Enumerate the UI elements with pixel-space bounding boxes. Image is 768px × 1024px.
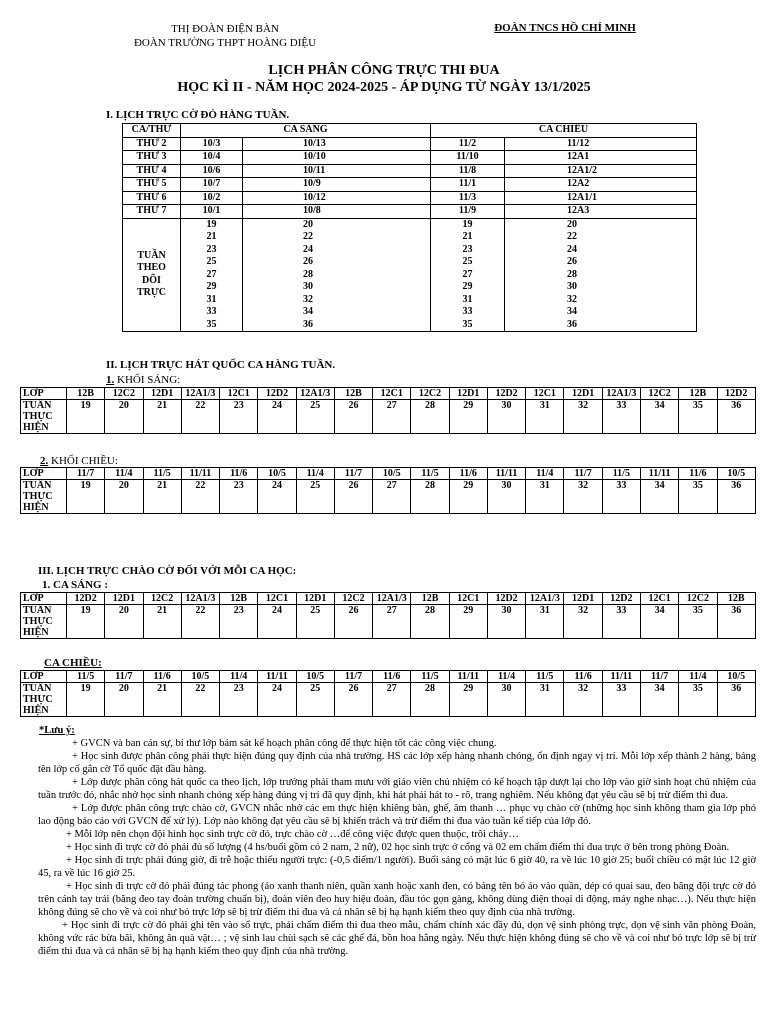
afternoon-class-2: 12A1/2 (505, 164, 697, 178)
week-cell: 33 (602, 605, 640, 639)
week-cell: 28 (411, 480, 449, 514)
afternoon-block-num: 2. (40, 455, 49, 467)
note-item: + Lớp được phân công trực chào cờ, GVCN nhắc nhở các em thực hiện khiêng bàn, ghế, âm thanh … phục vụ chào cờ (những học sinh không tham gia lớp phó lao động báo cáo với GVCN để xử lý). Lớp nào không đạt yêu cầu sẽ bị khiển trách và trừ điểm thi đua vào tuần kế tiếp của lớp đó. (38, 803, 756, 827)
class-cell: 12B (679, 388, 717, 400)
col-afternoon-header: CA CHIỀU (431, 124, 697, 138)
week-cell: 20 (105, 605, 143, 639)
col-morning-header: CA SÁNG (181, 124, 431, 138)
class-cell: 11/6 (373, 671, 411, 683)
morning-class-1: 10/4 (181, 151, 243, 165)
class-cell: 12C2 (105, 388, 143, 400)
week-number: 29 (206, 281, 217, 292)
table-header-row (123, 124, 697, 138)
week-row-label (21, 480, 67, 514)
week-row-label (21, 400, 67, 434)
class-cell: 11/4 (296, 468, 334, 480)
class-cell: 11/7 (334, 468, 372, 480)
class-cell: 12B (334, 388, 372, 400)
morning-class-2: 10/10 (243, 151, 431, 165)
week-row-label-line: THỰC (23, 491, 53, 502)
class-row (21, 468, 756, 480)
week-row-label-line: THỰC (23, 616, 53, 627)
week-row-label-line: THỰC (23, 411, 53, 422)
week-cell: 36 (717, 605, 755, 639)
class-cell: 12D1 (143, 388, 181, 400)
class-row-label: LỚP (21, 593, 67, 605)
afternoon-class-1: 11/10 (431, 151, 505, 165)
morning-class-1: 10/6 (181, 164, 243, 178)
table-row (123, 137, 697, 151)
class-cell: 11/11 (487, 468, 525, 480)
table-row (123, 191, 697, 205)
week-cell: 22 (181, 605, 219, 639)
class-cell: 11/7 (105, 671, 143, 683)
weeks-morning-col-1 (181, 218, 243, 332)
flag-afternoon-table (20, 670, 756, 717)
week-cell: 35 (679, 400, 717, 434)
class-cell: 12D1 (296, 593, 334, 605)
class-cell: 12A1/3 (526, 593, 564, 605)
class-cell: 12C1 (640, 593, 678, 605)
section-3-heading: III. LỊCH TRỰC CHÀO CỜ ĐỐI VỚI MỖI CA HỌC: (38, 565, 297, 577)
note-item: + Học sinh đi trực cờ đỏ phải đủ số lượng (4 hs/buổi gồm có 2 nam, 2 nữ), 02 học sinh trực ở cổng và 02 em chấm điểm thi đua trực ở bên trong phòng Đoàn. (66, 842, 730, 853)
week-number: 33 (206, 306, 217, 317)
week-number: 34 (567, 306, 577, 317)
week-cell: 25 (296, 605, 334, 639)
class-cell: 12B (717, 593, 755, 605)
week-cell: 21 (143, 400, 181, 434)
week-cell: 32 (564, 400, 602, 434)
class-cell: 11/4 (487, 671, 525, 683)
notes-heading: *Lưu ý: (39, 725, 75, 736)
section-2-heading: II. LỊCH TRỰC HÁT QUỐC CA HÀNG TUẦN. (106, 359, 336, 371)
class-cell: 12D1 (564, 388, 602, 400)
class-cell: 10/5 (717, 468, 755, 480)
class-cell: 12C1 (220, 388, 258, 400)
week-number: 30 (567, 281, 577, 292)
week-cell: 22 (181, 480, 219, 514)
week-number: 24 (567, 243, 577, 255)
week-number: 35 (462, 318, 473, 330)
morning-block-label (106, 374, 180, 386)
class-cell: 10/5 (373, 468, 411, 480)
class-cell: 12C1 (526, 388, 564, 400)
week-row (21, 683, 756, 717)
week-number: 22 (567, 231, 577, 242)
class-cell: 12D2 (602, 593, 640, 605)
afternoon-class-2: 12A3 (505, 205, 697, 219)
class-cell: 10/5 (258, 468, 296, 480)
week-cell: 27 (373, 400, 411, 434)
week-cell: 25 (296, 400, 334, 434)
class-cell: 12A1/3 (373, 593, 411, 605)
week-cell: 20 (105, 683, 143, 717)
week-cell: 20 (105, 480, 143, 514)
week-number: 19 (206, 218, 217, 230)
class-cell: 12A1/3 (181, 388, 219, 400)
week-cell: 35 (679, 480, 717, 514)
morning-class-1: 10/3 (181, 137, 243, 151)
note-item: + Học sinh được phân công phải thực hiện đúng quy định của nhà trường. HS các lớp xếp hàng nhanh chóng, ổn định ngay vị trí. Mỗi lớp xếp thành 2 hàng, bảng tên lớp cố gắn cờ Tổ quốc đặt đầu hàng. (38, 751, 756, 775)
week-number: 25 (462, 256, 473, 267)
org-line-1: THỊ ĐOÀN ĐIỆN BÀN (171, 23, 279, 35)
class-cell: 12C1 (449, 593, 487, 605)
week-row-label (21, 605, 67, 639)
week-cell: 30 (487, 480, 525, 514)
class-cell: 12C2 (411, 388, 449, 400)
week-cell: 31 (526, 480, 564, 514)
week-cell: 29 (449, 605, 487, 639)
week-number: 21 (206, 231, 217, 242)
week-cell: 25 (296, 480, 334, 514)
weeks-afternoon-col-2 (505, 218, 697, 332)
week-number: 30 (303, 281, 313, 292)
class-cell: 11/11 (602, 671, 640, 683)
class-cell: 11/4 (105, 468, 143, 480)
week-number: 21 (462, 231, 473, 242)
class-cell: 11/5 (411, 468, 449, 480)
note-item: + Học sinh đi trực cờ đỏ phải ghi tên vào sổ trực, phải chấm điểm thi đua theo mẫu, chấm chính xác đầy đủ, dọn vệ sinh phòng trực, dọn vệ sinh văn phòng Đoàn, không vức rác bừa bãi, không ăn quà vặt… ; vệ sinh lau chùi sạch sẽ các ghế đá, bồn hoa hằng ngày. Nếu thực hiện không đúng sẽ cho về và coi như bỏ trực lớp sẽ bị trừ điểm thi đua và cá nhân sẽ bị hạ hạnh kiểm theo quy định của nhà trường. (38, 920, 756, 957)
week-cell: 29 (449, 400, 487, 434)
class-cell: 12A1/3 (602, 388, 640, 400)
class-cell: 11/11 (449, 671, 487, 683)
afternoon-block-label (40, 455, 118, 467)
week-cell: 22 (181, 683, 219, 717)
day-cell: THỨ 2 (123, 137, 181, 151)
week-cell: 27 (373, 683, 411, 717)
week-cell: 27 (373, 605, 411, 639)
week-cell: 30 (487, 683, 525, 717)
class-cell: 12C2 (334, 593, 372, 605)
week-number: 32 (303, 293, 313, 305)
note-item: + Lớp được phân công hát quốc ca theo lịch, lớp trưởng phải tham mưu với giáo viên chủ nhiệm có kế hoạch tập dượt lại cho lớp vào giờ sinh hoạt chủ nhiệm của tuần trước đó, nhắc nhở học sinh nhanh chóng xếp hàng đúng vị trí đã quy định, khi hát phải hát to - rõ, trang nghiêm. Nếu không đạt yêu cầu sẽ bị trừ điểm thi đua. (38, 777, 756, 801)
week-cell: 24 (258, 605, 296, 639)
week-cell: 27 (373, 480, 411, 514)
class-cell: 11/4 (526, 468, 564, 480)
afternoon-class-1: 11/2 (431, 137, 505, 151)
week-cell: 19 (67, 605, 105, 639)
week-cell: 23 (220, 480, 258, 514)
week-cell: 34 (640, 683, 678, 717)
week-cell: 33 (602, 683, 640, 717)
week-cell: 21 (143, 683, 181, 717)
class-row (21, 671, 756, 683)
class-cell: 11/7 (640, 671, 678, 683)
week-cell: 24 (258, 400, 296, 434)
week-cell: 34 (640, 480, 678, 514)
week-cell: 23 (220, 400, 258, 434)
weeks-label-line: TRỰC (136, 287, 167, 299)
class-cell: 11/5 (143, 468, 181, 480)
week-cell: 36 (717, 683, 755, 717)
class-cell: 12A1/3 (296, 388, 334, 400)
class-cell: 12D2 (258, 388, 296, 400)
week-row-label (21, 683, 67, 717)
class-cell: 11/11 (181, 468, 219, 480)
week-number: 32 (567, 293, 577, 305)
class-cell: 12C2 (143, 593, 181, 605)
week-cell: 24 (258, 480, 296, 514)
class-cell: 10/5 (717, 671, 755, 683)
week-number: 23 (206, 243, 217, 255)
week-cell: 23 (220, 683, 258, 717)
morning-class-1: 10/1 (181, 205, 243, 219)
class-cell: 11/6 (220, 468, 258, 480)
week-row-label-line: TUẦN (23, 683, 52, 694)
week-cell: 19 (67, 683, 105, 717)
table-row (123, 151, 697, 165)
week-cell: 28 (411, 683, 449, 717)
week-cell: 35 (679, 683, 717, 717)
week-row-label-line: HIỆN (23, 627, 49, 638)
document-subtitle: HỌC KÌ II - NĂM HỌC 2024-2025 - ÁP DỤNG TỪ NGÀY 13/1/2025 (177, 80, 591, 95)
week-row-label-line: TUẦN (23, 400, 52, 411)
afternoon-class-1: 11/1 (431, 178, 505, 192)
week-cell: 31 (526, 400, 564, 434)
week-number: 28 (303, 268, 313, 280)
day-cell: THỨ 3 (123, 151, 181, 165)
class-cell: 11/7 (67, 468, 105, 480)
week-cell: 33 (602, 400, 640, 434)
week-cell: 24 (258, 683, 296, 717)
weeks-label-cell (123, 218, 181, 332)
class-cell: 12D2 (717, 388, 755, 400)
class-cell: 10/5 (181, 671, 219, 683)
afternoon-class-2: 12A1 (505, 151, 697, 165)
class-cell: 11/5 (602, 468, 640, 480)
class-cell: 12A1/3 (181, 593, 219, 605)
week-number: 20 (303, 218, 313, 230)
week-cell: 31 (526, 605, 564, 639)
afternoon-class-1: 11/3 (431, 191, 505, 205)
class-cell: 11/5 (411, 671, 449, 683)
weeks-afternoon-col-1 (431, 218, 505, 332)
table-row (123, 178, 697, 192)
week-cell: 32 (564, 683, 602, 717)
week-cell: 22 (181, 400, 219, 434)
class-cell: 12B (411, 593, 449, 605)
week-number: 22 (303, 231, 313, 242)
anthem-afternoon-table (20, 467, 756, 514)
week-number: 34 (303, 306, 313, 317)
afternoon-block-text: KHỐI CHIỀU: (48, 455, 118, 467)
class-cell: 11/11 (640, 468, 678, 480)
week-cell: 21 (143, 605, 181, 639)
week-row (21, 400, 756, 434)
class-cell: 11/6 (143, 671, 181, 683)
week-cell: 35 (679, 605, 717, 639)
day-cell: THỨ 7 (123, 205, 181, 219)
week-cell: 20 (105, 400, 143, 434)
week-cell: 29 (449, 683, 487, 717)
week-cell: 34 (640, 400, 678, 434)
morning-class-2: 10/8 (243, 205, 431, 219)
note-item: + Mỗi lớp nên chọn đội hình học sinh trực cờ đỏ, trực chào cờ …để công việc được quen thuộc, trôi chảy… (66, 829, 519, 840)
organization-header (110, 22, 340, 50)
class-row-label: LỚP (21, 671, 67, 683)
week-number: 20 (567, 218, 577, 230)
red-flag-duty-table (122, 123, 697, 332)
weeks-row (123, 218, 697, 332)
class-cell: 11/7 (334, 671, 372, 683)
anthem-morning-table (20, 387, 756, 434)
class-cell: 10/5 (296, 671, 334, 683)
week-cell: 34 (640, 605, 678, 639)
day-cell: THỨ 4 (123, 164, 181, 178)
class-cell: 11/7 (564, 468, 602, 480)
week-cell: 25 (296, 683, 334, 717)
morning-class-2: 10/12 (243, 191, 431, 205)
class-cell: 12D1 (449, 388, 487, 400)
week-row (21, 605, 756, 639)
week-cell: 26 (334, 400, 372, 434)
col-day-header: CA/THỨ (123, 124, 181, 138)
week-cell: 29 (449, 480, 487, 514)
week-cell: 36 (717, 400, 755, 434)
week-row-label-line: THỰC (23, 694, 53, 705)
week-number: 36 (567, 318, 577, 330)
week-number: 25 (206, 256, 217, 267)
class-cell: 11/6 (564, 671, 602, 683)
week-number: 29 (462, 281, 473, 292)
class-cell: 11/4 (679, 671, 717, 683)
weeks-morning-col-2 (243, 218, 431, 332)
day-cell: THỨ 5 (123, 178, 181, 192)
week-cell: 32 (564, 605, 602, 639)
class-cell: 11/5 (67, 671, 105, 683)
union-header: ĐOÀN TNCS HỒ CHÍ MINH (494, 22, 636, 34)
week-row-label-line: HIỆN (23, 422, 49, 433)
week-number: 36 (303, 318, 313, 330)
week-cell: 33 (602, 480, 640, 514)
week-row-label-line: TUẦN (23, 605, 52, 616)
table-row (123, 205, 697, 219)
week-number: 35 (206, 318, 217, 330)
week-cell: 32 (564, 480, 602, 514)
afternoon-class-2: 12A2 (505, 178, 697, 192)
week-number: 19 (462, 218, 473, 230)
flag-afternoon-label: CA CHIỀU: (44, 657, 102, 669)
week-number: 31 (206, 293, 217, 305)
note-item: + Học sinh đi trực phải đúng giờ, đi trễ hoặc thiếu người trực: (-0,5 điểm/1 người). Buổi sáng có mặt lúc 6 giờ 40, ra về lúc 10 giờ 25; buổi chiều có mặt lúc 12 giờ 45, ra về lúc 16 giờ 25. (38, 855, 756, 879)
morning-class-1: 10/2 (181, 191, 243, 205)
flag-morning-table (20, 592, 756, 639)
week-number: 26 (303, 256, 313, 267)
week-number: 31 (462, 293, 473, 305)
class-cell: 11/6 (679, 468, 717, 480)
day-cell: THỨ 6 (123, 191, 181, 205)
afternoon-class-2: 11/12 (505, 137, 697, 151)
class-cell: 11/4 (220, 671, 258, 683)
week-cell: 28 (411, 605, 449, 639)
week-number: 33 (462, 306, 473, 317)
class-cell: 12B (67, 388, 105, 400)
week-number: 23 (462, 243, 473, 255)
class-cell: 12C2 (640, 388, 678, 400)
week-cell: 26 (334, 480, 372, 514)
week-number: 24 (303, 243, 313, 255)
class-row-label: LỚP (21, 388, 67, 400)
class-cell: 11/5 (526, 671, 564, 683)
week-cell: 30 (487, 400, 525, 434)
class-cell: 11/11 (258, 671, 296, 683)
class-cell: 12D1 (105, 593, 143, 605)
class-cell: 12B (220, 593, 258, 605)
note-item: + Học sinh đi trực cờ đỏ phải đúng tác phong (áo xanh thanh niên, quần xanh hoặc xanh đen, có bảng tên bỏ áo vào quần, dép có quai sau, đeo băng đội trực cờ đỏ trên cánh tay trái (băng đeo tay đoàn trường chuẩn bị), đoàn viên đeo huy hiệu đoàn, đầu tóc gọn gàng, không dùng điện thoại di động, máy nghe nhạc…). Nếu thực hiện không đúng sẽ cho về và coi như bỏ trực lớp sẽ bị trừ điểm thi đua và cá nhân sẽ bị hạ hạnh kiểm theo quy định của nhà trường. (38, 881, 756, 918)
class-cell: 12D2 (487, 593, 525, 605)
week-cell: 19 (67, 480, 105, 514)
morning-class-2: 10/9 (243, 178, 431, 192)
week-cell: 31 (526, 683, 564, 717)
week-cell: 26 (334, 683, 372, 717)
weeks-label-line: TUẦN (137, 249, 166, 261)
week-number: 27 (462, 268, 473, 280)
week-number: 26 (567, 256, 577, 267)
afternoon-class-2: 12A1/1 (505, 191, 697, 205)
week-row (21, 480, 756, 514)
week-cell: 28 (411, 400, 449, 434)
afternoon-class-1: 11/8 (431, 164, 505, 178)
week-number: 27 (206, 268, 217, 280)
week-cell: 23 (220, 605, 258, 639)
class-cell: 12D1 (564, 593, 602, 605)
class-cell: 12C1 (373, 388, 411, 400)
document-title: LỊCH PHÂN CÔNG TRỰC THI ĐUA (268, 63, 500, 78)
weeks-label-line: DÕI (142, 274, 161, 286)
week-cell: 26 (334, 605, 372, 639)
class-cell: 11/6 (449, 468, 487, 480)
org-line-2: ĐOÀN TRƯỜNG THPT HOÀNG DIỆU (133, 37, 317, 49)
class-cell: 12D2 (67, 593, 105, 605)
weeks-label-line: THEO (137, 262, 166, 274)
week-row-label-line: HIỆN (23, 502, 49, 513)
class-row (21, 388, 756, 400)
week-cell: 21 (143, 480, 181, 514)
class-cell: 12C1 (258, 593, 296, 605)
morning-block-num: 1. (106, 374, 115, 386)
afternoon-class-1: 11/9 (431, 205, 505, 219)
week-row-label-line: TUẦN (23, 480, 52, 491)
week-cell: 36 (717, 480, 755, 514)
week-cell: 19 (67, 400, 105, 434)
table-row (123, 164, 697, 178)
week-row-label-line: HIỆN (23, 705, 49, 716)
morning-class-2: 10/13 (243, 137, 431, 151)
section-1-heading: I. LỊCH TRỰC CỜ ĐỎ HÀNG TUẦN. (106, 109, 290, 121)
week-cell: 30 (487, 605, 525, 639)
morning-class-1: 10/7 (181, 178, 243, 192)
class-cell: 12D2 (487, 388, 525, 400)
notes-section (38, 724, 756, 958)
flag-morning-label: 1. CA SÁNG : (42, 579, 109, 591)
note-item: + GVCN và ban cán sự, bí thư lớp bám sát kế hoạch phân công để thực hiện tốt các công việc chung. (72, 738, 497, 749)
class-row (21, 593, 756, 605)
morning-class-2: 10/11 (243, 164, 431, 178)
morning-block-text: KHỐI SÁNG: (114, 374, 181, 386)
class-cell: 12C2 (679, 593, 717, 605)
week-number: 28 (567, 268, 577, 280)
class-row-label: LỚP (21, 468, 67, 480)
